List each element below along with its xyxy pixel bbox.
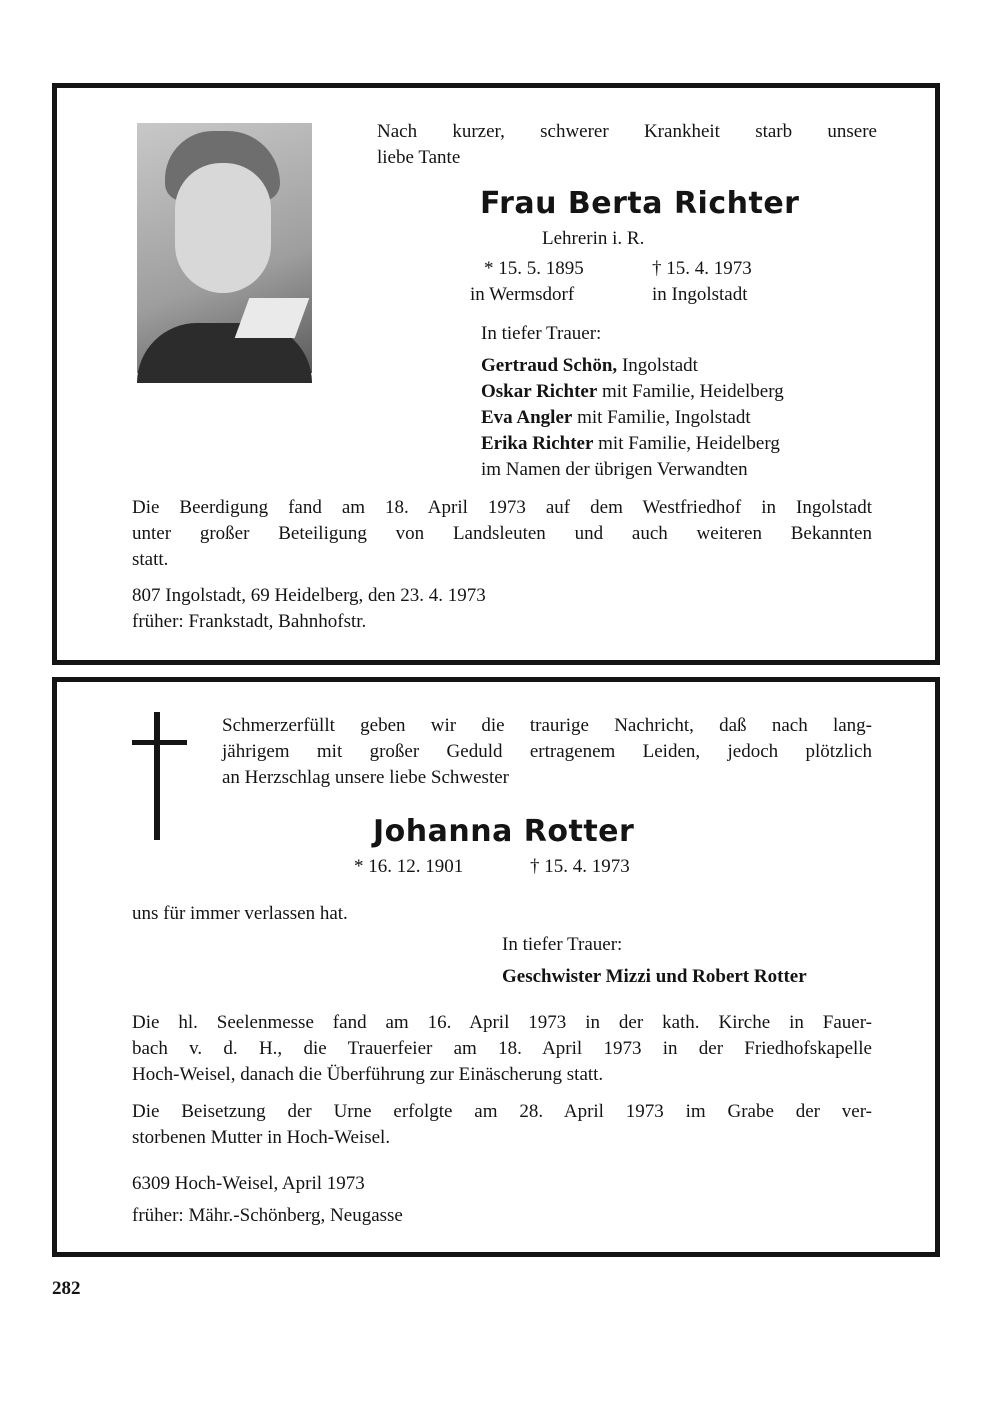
birth-date: * 16. 12. 1901: [354, 856, 464, 877]
mass-line-2: bach v. d. H., die Trauerfeier am 18. April 1973 in der Friedhofskapelle: [132, 1038, 872, 1059]
mourner-line: [481, 431, 780, 457]
intro-line-1: Nach kurzer, schwerer Krankheit starb unsere: [377, 121, 877, 142]
death-place: in Ingolstadt: [652, 284, 748, 305]
mourner-line: [481, 405, 751, 431]
mourner-name: Erika Richter: [481, 433, 594, 454]
former-address: früher: Frankstadt, Bahnhofstr.: [132, 611, 367, 632]
mourner-detail: mit Familie, Heidelberg: [598, 433, 780, 454]
portrait-photo: [137, 123, 312, 373]
mourner-detail: Ingolstadt: [621, 355, 698, 376]
birth-date: * 15. 5. 1895: [484, 258, 584, 279]
place-date: 807 Ingolstadt, 69 Heidelberg, den 23. 4. 1973: [132, 585, 486, 606]
funeral-line-2: unter großer Beteiligung von Landsleuten und auch weiteren Bekannten: [132, 523, 872, 544]
death-date: † 15. 4. 1973: [530, 856, 630, 877]
page-number: 282: [52, 1278, 81, 1299]
deceased-name: Frau Berta Richter: [480, 186, 800, 221]
mass-line-3: Hoch-Weisel, danach die Überführung zur Einäscherung statt.: [132, 1064, 604, 1085]
mourner-name: Oskar Richter: [481, 381, 598, 402]
mass-line-1: Die hl. Seelenmesse fand am 16. April 1973 in der kath. Kirche in Fauer-: [132, 1012, 872, 1033]
mourner-line: [481, 379, 784, 405]
mourners-footer: im Namen der übrigen Verwandten: [481, 459, 748, 480]
photo-collar: [235, 298, 310, 338]
mourner-name: Gertraud Schön,: [481, 355, 618, 376]
intro-line-3: an Herzschlag unsere liebe Schwester: [222, 767, 509, 788]
deceased-title: Lehrerin i. R.: [542, 228, 645, 249]
mourner-detail: mit Familie, Ingolstadt: [577, 407, 751, 428]
intro-line-1: Schmerzerfüllt geben wir die traurige Nachricht, daß nach lang-: [222, 715, 872, 736]
mourner-line: [481, 353, 698, 379]
funeral-line-1: Die Beerdigung fand am 18. April 1973 auf dem Westfriedhof in Ingolstadt: [132, 497, 872, 518]
cross-icon-bar: [132, 740, 187, 745]
place-date: 6309 Hoch-Weisel, April 1973: [132, 1173, 365, 1194]
deceased-name: Johanna Rotter: [373, 814, 635, 849]
mourner-detail: mit Familie, Heidelberg: [602, 381, 784, 402]
urn-line-1: Die Beisetzung der Urne erfolgte am 28. April 1973 im Grabe der ver-: [132, 1101, 872, 1122]
mourning-heading: In tiefer Trauer:: [502, 934, 623, 955]
intro-line-2: jährigem mit großer Geduld ertragenem Leiden, jedoch plötzlich: [222, 741, 872, 762]
mourning-heading: In tiefer Trauer:: [481, 323, 602, 344]
intro-line-2: liebe Tante: [377, 147, 461, 168]
former-address: früher: Mähr.-Schönberg, Neugasse: [132, 1205, 403, 1226]
mourner-name: Eva Angler: [481, 407, 573, 428]
urn-line-2: storbenen Mutter in Hoch-Weisel.: [132, 1127, 391, 1148]
death-date: † 15. 4. 1973: [652, 258, 752, 279]
obituary-notice-berta-richter: [52, 83, 940, 665]
left-us-line: uns für immer verlassen hat.: [132, 903, 348, 924]
obituary-notice-johanna-rotter: [52, 677, 940, 1257]
mourners-line: Geschwister Mizzi und Robert Rotter: [502, 966, 807, 987]
cross-icon: [154, 712, 160, 840]
funeral-line-3: statt.: [132, 549, 169, 570]
photo-face: [175, 163, 271, 293]
birth-place: in Wermsdorf: [470, 284, 575, 305]
